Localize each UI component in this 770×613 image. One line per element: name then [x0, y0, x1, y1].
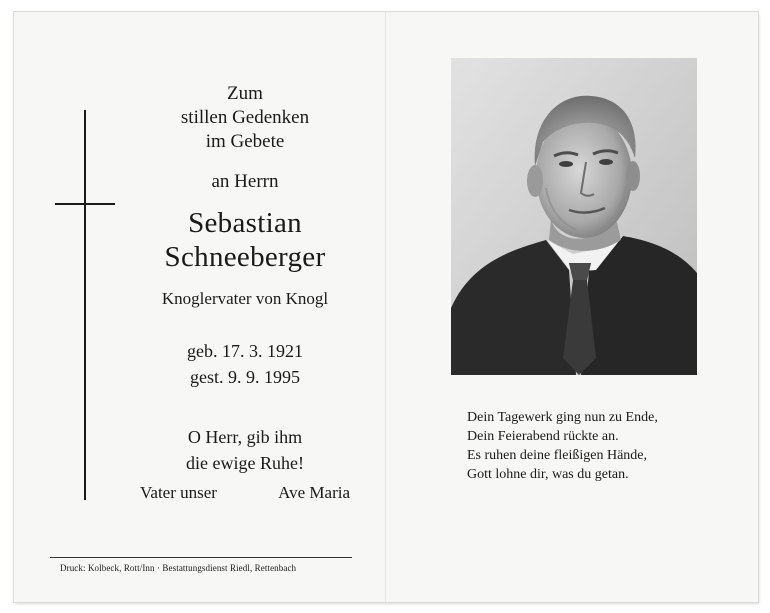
prayer-ave-maria: Ave Maria — [278, 483, 350, 502]
last-name: Schneeberger — [164, 241, 326, 273]
prayer-line: O Herr, gib ihm — [187, 427, 303, 447]
portrait-image — [451, 58, 697, 375]
memorial-verse — [467, 408, 658, 484]
salutation: an Herrn — [211, 171, 279, 192]
card-fold-line — [385, 12, 386, 602]
intro-line: im Gebete — [205, 131, 285, 152]
prayer-text — [130, 424, 360, 476]
death-date: gest. 9. 9. 1995 — [190, 367, 300, 387]
prayer-vater-unser: Vater unser — [140, 483, 217, 502]
verse-line: Gott lohne dir, was du getan. — [467, 467, 629, 482]
intro-line: stillen Gedenken — [180, 107, 310, 128]
verse-line: Dein Tagewerk ging nun zu Ende, — [467, 410, 658, 425]
prayer-line: die ewige Ruhe! — [186, 453, 304, 473]
intro-text — [130, 82, 360, 154]
intro-line: Zum — [227, 83, 263, 104]
cross-icon-vertical — [84, 110, 86, 500]
verse-line: Dein Feierabend rückte an. — [467, 429, 619, 444]
portrait-photo — [451, 58, 697, 375]
deceased-title: Knoglervater von Knogl — [161, 289, 329, 308]
deceased-name — [130, 206, 360, 274]
prayers-row — [140, 483, 350, 503]
cross-icon-horizontal — [55, 203, 115, 205]
verse-line: Es ruhen deine fleißigen Hände, — [467, 448, 647, 463]
footer-divider — [50, 557, 352, 558]
life-dates — [130, 338, 360, 390]
birth-date: geb. 17. 3. 1921 — [187, 341, 303, 361]
printer-credit: Druck: Kolbeck, Rott/Inn · Bestattungsdienst Riedl, Rettenbach — [60, 563, 297, 573]
first-name: Sebastian — [188, 207, 302, 239]
